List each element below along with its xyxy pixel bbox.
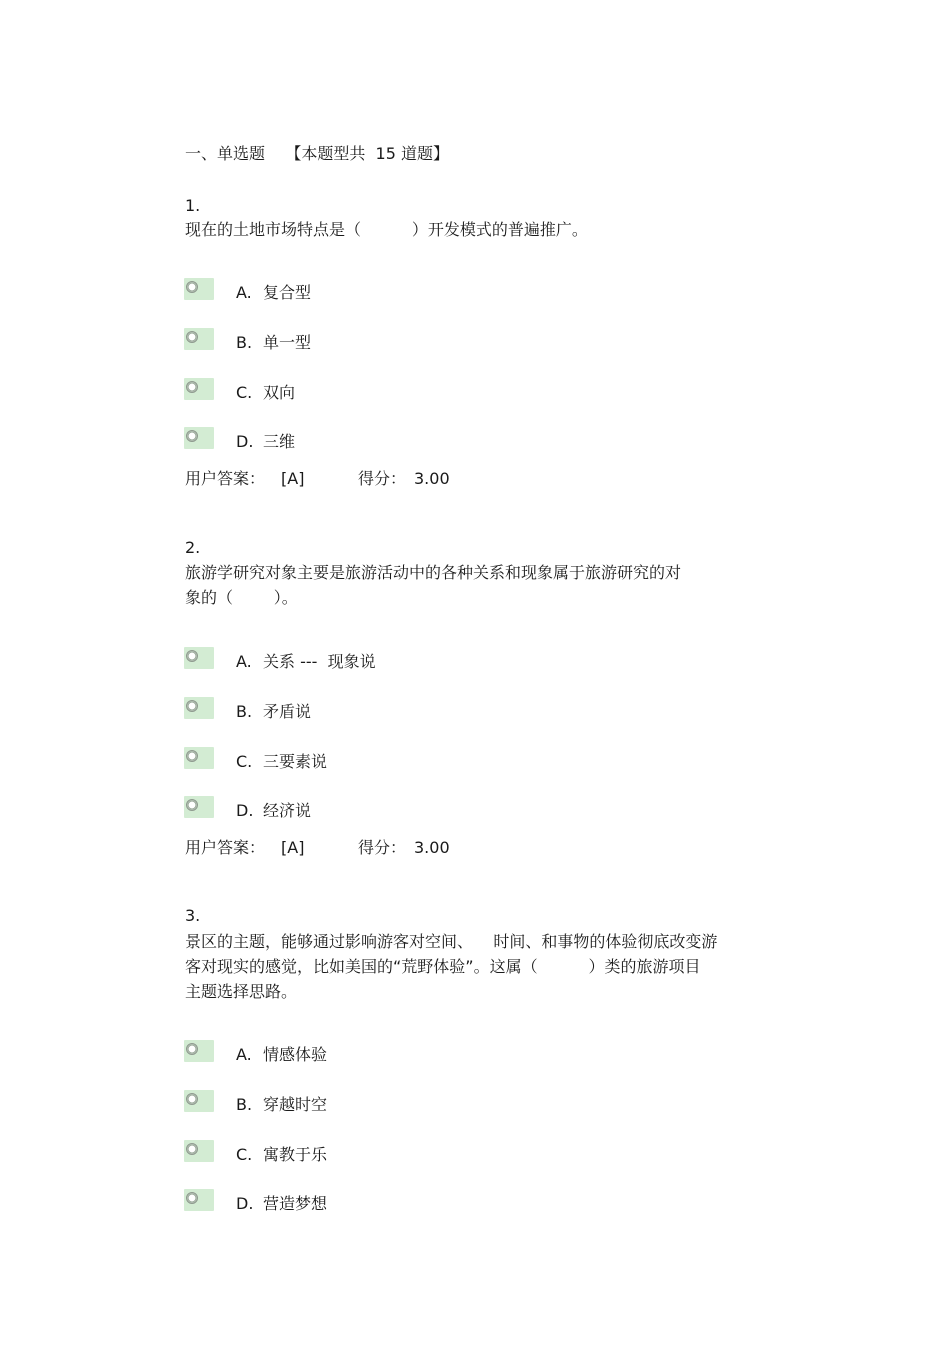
option-letter: A.: [236, 283, 252, 302]
option-letter: C.: [236, 752, 253, 771]
option-letter: B.: [236, 1095, 253, 1114]
question-number: 2.: [185, 538, 201, 557]
question-number: 1.: [185, 196, 201, 215]
option-text: 穿越时空: [263, 1095, 328, 1114]
option-b[interactable]: [184, 1090, 584, 1116]
section-title: 一、单选题 【本题型共 15 道题】: [185, 144, 449, 163]
option-letter: B.: [236, 702, 253, 721]
option-text: 三维: [263, 432, 296, 451]
radio-circle-icon: [186, 799, 198, 811]
radio-button[interactable]: [184, 378, 214, 400]
option-b[interactable]: [184, 697, 584, 723]
radio-circle-icon: [186, 1192, 198, 1204]
radio-button[interactable]: [184, 796, 214, 818]
option-letter: A.: [236, 652, 252, 671]
question-text: 旅游学研究对象主要是旅游活动中的各种关系和现象属于旅游研究的对 象的（ ）。: [185, 563, 682, 607]
option-a[interactable]: [184, 278, 584, 304]
radio-circle-icon: [186, 331, 198, 343]
option-text: 情感体验: [263, 1045, 328, 1064]
option-letter: D.: [236, 432, 254, 451]
radio-circle-icon: [186, 1043, 198, 1055]
radio-circle-icon: [186, 381, 198, 393]
option-text: 双向: [263, 383, 296, 402]
option-text: 营造梦想: [263, 1194, 328, 1213]
radio-button[interactable]: [184, 647, 214, 669]
radio-button[interactable]: [184, 1040, 214, 1062]
score-value: 3.00: [414, 838, 450, 857]
option-text: 关系 --- 现象说: [263, 652, 376, 671]
radio-button[interactable]: [184, 747, 214, 769]
radio-button[interactable]: [184, 278, 214, 300]
radio-circle-icon: [186, 700, 198, 712]
answer-row: [185, 838, 585, 858]
option-text: 单一型: [263, 333, 312, 352]
option-text: 三要素说: [263, 752, 328, 771]
option-b[interactable]: [184, 328, 584, 354]
option-letter: A.: [236, 1045, 252, 1064]
score-label: 得分：: [358, 838, 407, 857]
question-text: 现在的土地市场特点是（ ）开发模式的普遍推广。: [185, 220, 588, 239]
radio-button[interactable]: [184, 1090, 214, 1112]
option-text: 复合型: [263, 283, 312, 302]
radio-circle-icon: [186, 281, 198, 293]
radio-button[interactable]: [184, 1189, 214, 1211]
radio-button[interactable]: [184, 697, 214, 719]
option-c[interactable]: [184, 378, 584, 404]
radio-circle-icon: [186, 1143, 198, 1155]
answer-row: [185, 469, 585, 489]
option-c[interactable]: [184, 747, 584, 773]
option-d[interactable]: [184, 796, 584, 822]
option-letter: D.: [236, 1194, 254, 1213]
user-answer-value: [A]: [281, 838, 305, 857]
radio-circle-icon: [186, 1093, 198, 1105]
radio-circle-icon: [186, 750, 198, 762]
user-answer-value: [A]: [281, 469, 305, 488]
option-d[interactable]: [184, 427, 584, 453]
option-c[interactable]: [184, 1140, 584, 1166]
radio-button[interactable]: [184, 328, 214, 350]
option-a[interactable]: [184, 1040, 584, 1066]
option-letter: B.: [236, 333, 253, 352]
option-letter: C.: [236, 383, 253, 402]
radio-circle-icon: [186, 430, 198, 442]
option-text: 经济说: [263, 801, 312, 820]
option-letter: D.: [236, 801, 254, 820]
radio-button[interactable]: [184, 427, 214, 449]
option-text: 寓教于乐: [263, 1145, 328, 1164]
user-answer-label: 用户答案：: [185, 838, 266, 857]
option-d[interactable]: [184, 1189, 584, 1215]
radio-circle-icon: [186, 650, 198, 662]
option-letter: C.: [236, 1145, 253, 1164]
user-answer-label: 用户答案：: [185, 469, 266, 488]
score-label: 得分：: [358, 469, 407, 488]
question-number: 3.: [185, 906, 201, 925]
radio-button[interactable]: [184, 1140, 214, 1162]
option-text: 矛盾说: [263, 702, 312, 721]
score-value: 3.00: [414, 469, 450, 488]
option-a[interactable]: [184, 647, 584, 673]
question-text: 景区的主题，能够通过影响游客对空间、 时间、和事物的体验彻底改变游 客对现实的感觉，比如美国的“荒野体验”。这属（ ）类的旅游项目 主题选择思路。: [185, 932, 718, 1001]
